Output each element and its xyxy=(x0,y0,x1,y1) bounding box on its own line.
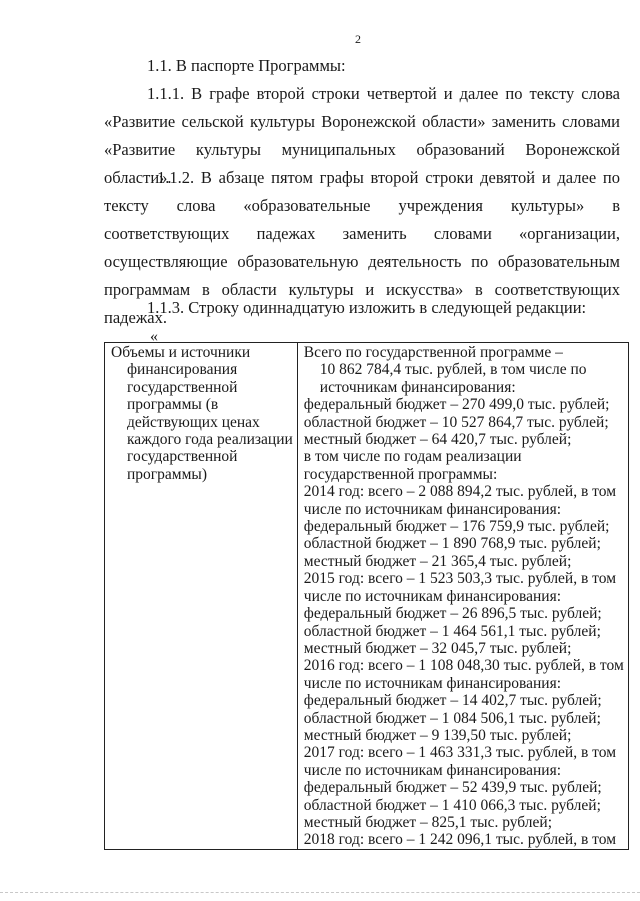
content-line: местный бюджет – 21 365,4 тыс. рублей; xyxy=(303,552,572,570)
content-line: областной бюджет – 1 410 066,3 тыс. рублей; xyxy=(303,796,601,814)
content-line: 2014 год: всего – 2 088 894,2 тыс. рублей, в том xyxy=(303,483,617,501)
paragraph-1-1-1: 1.1.1. В графе второй строки четвертой и далее по тексту слова «Развитие сельской культуры Воронежской области» заменить словами «Развитие культуры муниципальных образований Воронежской области». xyxy=(104,84,620,187)
content-line: 2015 год: всего – 1 523 503,3 тыс. рублей, в том xyxy=(303,570,617,588)
page-number: 2 xyxy=(355,32,361,46)
table-cell-label xyxy=(105,343,298,850)
content-line: областной бюджет – 1 084 506,1 тыс. рублей; xyxy=(303,709,601,727)
content-line: местный бюджет – 64 420,7 тыс. рублей; xyxy=(303,431,572,449)
content-line: 2018 год: всего – 1 242 096,1 тыс. рублей, в том xyxy=(303,831,617,849)
label-line: государственной xyxy=(127,378,238,396)
label-line: действующих ценах xyxy=(127,413,260,431)
content-line: числе по источникам финансирования: xyxy=(303,761,562,779)
content-line: Всего по государственной программе – xyxy=(303,344,563,361)
scan-edge-divider xyxy=(0,892,640,893)
content-line: федеральный бюджет – 176 759,9 тыс. рублей; xyxy=(303,518,610,536)
content-line: числе по источникам финансирования: xyxy=(303,587,562,605)
content-line: в том числе по годам реализации xyxy=(303,448,522,466)
content-line: государственной программы: xyxy=(303,465,498,483)
content-line: областной бюджет – 10 527 864,7 тыс. рублей; xyxy=(303,413,609,431)
label-line: государственной xyxy=(127,448,238,466)
content-line: федеральный бюджет – 52 439,9 тыс. рублей; xyxy=(303,779,602,797)
content-line: федеральный бюджет – 14 402,7 тыс. рублей; xyxy=(303,692,602,710)
content-line: источникам финансирования: xyxy=(319,378,516,396)
content-line: числе по источникам финансирования: xyxy=(303,500,562,518)
content-line: федеральный бюджет – 26 896,5 тыс. рублей; xyxy=(303,605,602,623)
content-line: федеральный бюджет – 270 499,0 тыс. рублей; xyxy=(303,396,610,414)
content-line: местный бюджет – 825,1 тыс. рублей; xyxy=(303,813,553,831)
paragraph-1-1-2: 1.1.2. В абзаце пятом графы второй строки девятой и далее по тексту слова «образовательные учреждения культуры» в соответствующих падежах заменить словами «организации, осуществляющие образовательную деятельность по образовательным программам в области культуры и искусства» в соответствующих падежах. xyxy=(104,168,620,327)
content-line: 2016 год: всего – 1 108 048,30 тыс. рублей, в том xyxy=(303,657,624,675)
table-cell-content xyxy=(297,343,628,850)
content-line: числе по источникам финансирования: xyxy=(303,674,562,692)
label-line: программы) xyxy=(127,465,207,483)
label-line: каждого года реализации xyxy=(127,431,293,449)
label-line: Объемы и источники xyxy=(111,344,251,361)
content-line: местный бюджет – 32 045,7 тыс. рублей; xyxy=(303,639,572,657)
paragraph-1-1: 1.1. В паспорте Программы: xyxy=(147,56,346,75)
content-line: областной бюджет – 1 890 768,9 тыс. рублей; xyxy=(303,535,601,553)
opening-quote-mark: « xyxy=(150,328,158,345)
label-line: программы (в xyxy=(127,396,219,414)
table-row xyxy=(105,343,629,850)
content-line: областной бюджет – 1 464 561,1 тыс. рублей; xyxy=(303,622,601,640)
paragraph-1-1-3: 1.1.3. Строку одиннадцатую изложить в следующей редакции: xyxy=(147,298,587,317)
content-line: местный бюджет – 9 139,50 тыс. рублей; xyxy=(303,726,572,744)
content-line: 10 862 784,4 тыс. рублей, в том числе по xyxy=(319,361,587,379)
financing-table xyxy=(104,342,629,850)
label-line: финансирования xyxy=(127,361,238,379)
content-line: 2017 год: всего – 1 463 331,3 тыс. рублей, в том xyxy=(303,744,617,762)
